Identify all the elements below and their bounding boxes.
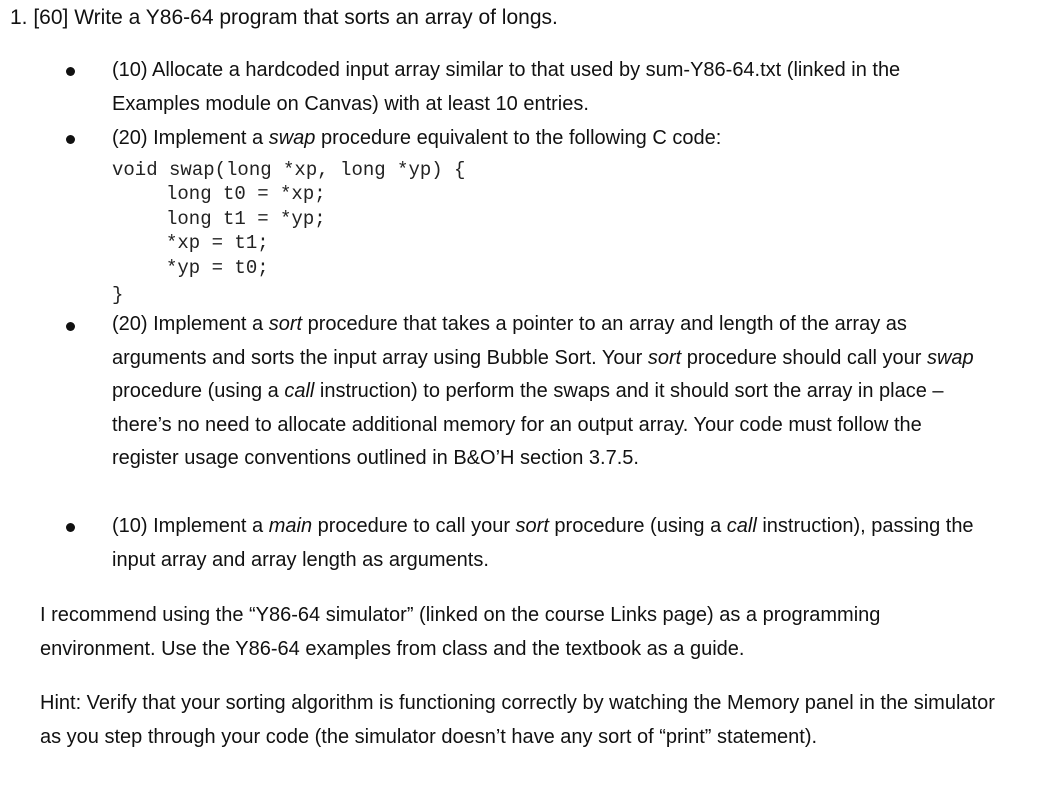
code-line: long t0 = *xp; — [166, 183, 326, 205]
emphasis-text: swap — [268, 127, 316, 149]
emphasis-text: swap — [926, 346, 974, 369]
item-text: (20) Implement a — [112, 313, 269, 335]
item-text: (10) Allocate a hardcoded input array similar to that used by sum-Y86-64.txt (linked in the Examples module on Canvas) with at least 10 entries. — [112, 59, 901, 115]
bullet-marker — [66, 523, 75, 532]
item-text: procedure that takes a pointer to an array and length of the array as arguments and sorts the input array using Bubble Sort. Your — [112, 313, 907, 369]
item-text: instruction) to perform the swaps and it should sort the array in place – there’s no need to allocate additional memory for an output array. Your code must follow the register usage conventions outlined in B&O’H section 3.7.5. — [112, 380, 944, 469]
item-main-procedure — [112, 510, 992, 577]
emphasis-text: call — [284, 380, 315, 402]
code-closing-brace: } — [112, 284, 124, 306]
bullet-marker — [66, 67, 75, 76]
item-text: procedure to call your — [312, 515, 516, 537]
item-text: procedure equivalent to the following C code: — [315, 127, 722, 149]
item-text: procedure (using a — [112, 380, 285, 402]
recommendation-paragraph: I recommend using the “Y86-64 simulator” (linked on the course Links page) as a programming environment. Use the Y86-64 examples from class and the textbook as a guide. — [40, 604, 881, 660]
item-text: instruction), passing the input array and array length as arguments. — [112, 515, 974, 571]
bullet-marker — [66, 322, 75, 331]
item-allocate-array — [112, 54, 992, 121]
code-line: *xp = t1; — [166, 232, 269, 254]
emphasis-text: sort — [515, 515, 549, 537]
code-line: long t1 = *yp; — [166, 208, 326, 230]
item-text: (20) Implement a — [112, 127, 269, 149]
code-line: *yp = t0; — [166, 257, 269, 279]
code-signature: void swap(long *xp, long *yp) { — [112, 159, 466, 181]
item-text: procedure should call your — [681, 346, 927, 369]
item-text: (10) Implement a — [112, 515, 269, 537]
emphasis-text: sort — [268, 313, 303, 335]
emphasis-text: call — [726, 515, 757, 537]
emphasis-text: sort — [647, 346, 682, 369]
item-text: procedure (using a — [548, 515, 727, 537]
emphasis-text: main — [268, 515, 313, 537]
problem-heading: 1. [60] Write a Y86-64 program that sorts an array of longs. — [10, 6, 558, 29]
item-sort-procedure — [112, 308, 992, 476]
item-swap-procedure — [112, 122, 992, 156]
bullet-marker — [66, 135, 75, 144]
hint-paragraph: Hint: Verify that your sorting algorithm is functioning correctly by watching the Memory panel in the simulator as you step through your code (the simulator doesn’t have any sort of “print” statement). — [40, 692, 995, 748]
